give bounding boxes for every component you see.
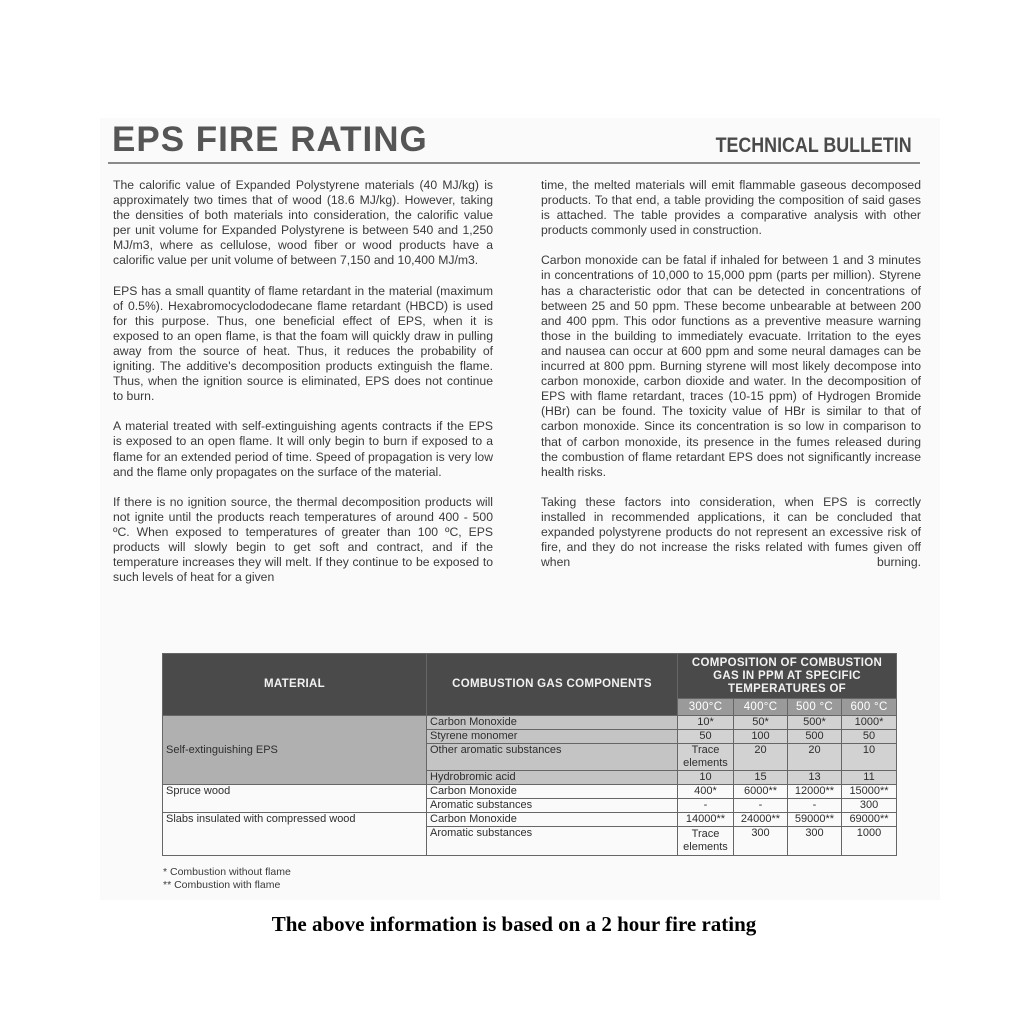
paragraph: EPS has a small quantity of flame retardant in the material (maximum of 0.5%). Hexabromocyclododecane flame retardant (HBCD) is used for this purpose. Thus, one beneficial effect of EPS, when it is exposed to an open flame, is that the foam will quickly draw in pulling away from the source of heat. Thus, it reduces the probability of igniting. The additive's decomposition products extinguish the flame. Thus, when the ignition source is eliminated, EPS does not continue to burn. bbox=[113, 283, 493, 404]
table-row bbox=[163, 716, 897, 730]
value-cell: - bbox=[788, 799, 842, 813]
value-cell: 11 bbox=[842, 771, 897, 785]
page-title: EPS FIRE RATING bbox=[112, 120, 428, 159]
header-gas-components: COMBUSTION GAS COMPONENTS bbox=[427, 654, 678, 716]
header-temp: 500 °C bbox=[788, 699, 842, 716]
combustion-gas-table bbox=[162, 653, 897, 856]
value-cell: - bbox=[734, 799, 788, 813]
paragraph: A material treated with self-extinguishing agents contracts if the EPS is exposed to an open flame. It will only begin to burn if exposed to a flame for an extended period of time. Speed of propagation is very low and the flame only propagates on the surface of the material. bbox=[113, 419, 493, 479]
value-cell: - bbox=[678, 799, 734, 813]
value-cell: 24000** bbox=[734, 813, 788, 827]
value-cell: 500 bbox=[788, 730, 842, 744]
footnote: ** Combustion with flame bbox=[163, 879, 281, 891]
gas-cell: Carbon Monoxide bbox=[427, 785, 678, 799]
value-cell: 12000** bbox=[788, 785, 842, 799]
value-cell: 300 bbox=[734, 827, 788, 856]
right-column bbox=[541, 178, 921, 585]
value-cell: 14000** bbox=[678, 813, 734, 827]
header-temp: 400°C bbox=[734, 699, 788, 716]
paragraph: time, the melted materials will emit flammable gaseous decomposed products. To that end, a table providing the composition of said gases is attached. The table provides a comparative analysis with other products commonly used in construction. bbox=[541, 178, 921, 238]
material-cell: Slabs insulated with compressed wood bbox=[163, 813, 427, 856]
header-material: MATERIAL bbox=[163, 654, 427, 716]
value-cell: 59000** bbox=[788, 813, 842, 827]
footnote: * Combustion without flame bbox=[163, 866, 291, 878]
table-footnotes bbox=[163, 866, 291, 892]
header-temp: 600 °C bbox=[842, 699, 897, 716]
gas-cell: Hydrobromic acid bbox=[427, 771, 678, 785]
value-cell: 300 bbox=[788, 827, 842, 856]
material-cell: Spruce wood bbox=[163, 785, 427, 813]
bulletin-label: TECHNICAL BULLETIN bbox=[715, 134, 912, 157]
value-cell: Trace elements bbox=[678, 744, 734, 771]
table-row bbox=[163, 785, 897, 799]
gas-cell: Other aromatic substances bbox=[427, 744, 678, 771]
header-composition: COMPOSITION OF COMBUSTION GAS IN PPM AT SPECIFIC TEMPERATURES OF bbox=[678, 654, 897, 699]
value-cell: 50 bbox=[678, 730, 734, 744]
value-cell: 1000 bbox=[842, 827, 897, 856]
combustion-table-wrap bbox=[162, 653, 896, 856]
value-cell: 100 bbox=[734, 730, 788, 744]
value-cell: 500* bbox=[788, 716, 842, 730]
value-cell: 1000* bbox=[842, 716, 897, 730]
value-cell: 50 bbox=[842, 730, 897, 744]
footer-note: The above information is based on a 2 hour fire rating bbox=[271, 912, 757, 936]
gas-cell: Carbon Monoxide bbox=[427, 716, 678, 730]
value-cell: 15000** bbox=[842, 785, 897, 799]
paragraph: Taking these factors into consideration, when EPS is correctly installed in recommended applications, it can be concluded that expanded polystyrene products do not represent an excessive risk of fire, and they do not increase the risks related with fumes given off when burning. bbox=[541, 494, 921, 570]
value-cell: 20 bbox=[734, 744, 788, 771]
gas-cell: Styrene monomer bbox=[427, 730, 678, 744]
value-cell: 10* bbox=[678, 716, 734, 730]
value-cell: 6000** bbox=[734, 785, 788, 799]
table-row bbox=[163, 813, 897, 827]
value-cell: 50* bbox=[734, 716, 788, 730]
header-temp: 300°C bbox=[678, 699, 734, 716]
value-cell: 13 bbox=[788, 771, 842, 785]
header-divider bbox=[108, 162, 920, 164]
paragraph: The calorific value of Expanded Polystyrene materials (40 MJ/kg) is approximately two times that of wood (18.6 MJ/kg). However, taking the densities of both materials into consideration, the calorific value per unit volume for Expanded Polystyrene is between 540 and 1,250 MJ/m3, where as cellulose, wood fiber or wood products have a calorific value per unit volume of between 7,150 and 10,400 MJ/m3. bbox=[113, 178, 493, 268]
gas-cell: Aromatic substances bbox=[427, 799, 678, 813]
gas-cell: Carbon Monoxide bbox=[427, 813, 678, 827]
value-cell: 10 bbox=[842, 744, 897, 771]
paragraph: If there is no ignition source, the thermal decomposition products will not ignite until the products reach temperatures of around 400 - 500 ºC. When exposed to temperatures of greater than 100 ºC, EPS products will slowly begin to get soft and contract, and if the temperature increases they will melt. If they continue to be exposed to such levels of heat for a given bbox=[113, 494, 493, 585]
value-cell: Trace elements bbox=[678, 827, 734, 856]
value-cell: 69000** bbox=[842, 813, 897, 827]
material-cell: Self-extinguishing EPS bbox=[163, 716, 427, 785]
value-cell: 400* bbox=[678, 785, 734, 799]
left-column bbox=[113, 178, 493, 600]
value-cell: 15 bbox=[734, 771, 788, 785]
value-cell: 10 bbox=[678, 771, 734, 785]
paragraph: Carbon monoxide can be fatal if inhaled for between 1 and 3 minutes in concentrations of 10,000 to 15,000 ppm (parts per million). Styrene has a characteristic odor that can be detected in concentrations of between 25 and 50 ppm. These become unbearable at between 200 and 400 ppm. This odor functions as a preventive measure warning those in the building to immediately evacuate. Irritation to the eyes and nausea can occur at 600 ppm and some neural damages can be incurred at 800 ppm. Burning styrene will most likely decompose into carbon monoxide, carbon dioxide and water. In the decomposition of EPS with flame retardant, traces (10-15 ppm) of Hydrogen Bromide (HBr) can be found. The toxicity value of HBr is similar to that of carbon monoxide. Since its concentration is so low in comparison to that of carbon monoxide, its presence in the fumes released during the combustion of flame retardant EPS does not significantly increase health risks. bbox=[541, 253, 921, 479]
value-cell: 20 bbox=[788, 744, 842, 771]
value-cell: 300 bbox=[842, 799, 897, 813]
gas-cell: Aromatic substances bbox=[427, 827, 678, 856]
